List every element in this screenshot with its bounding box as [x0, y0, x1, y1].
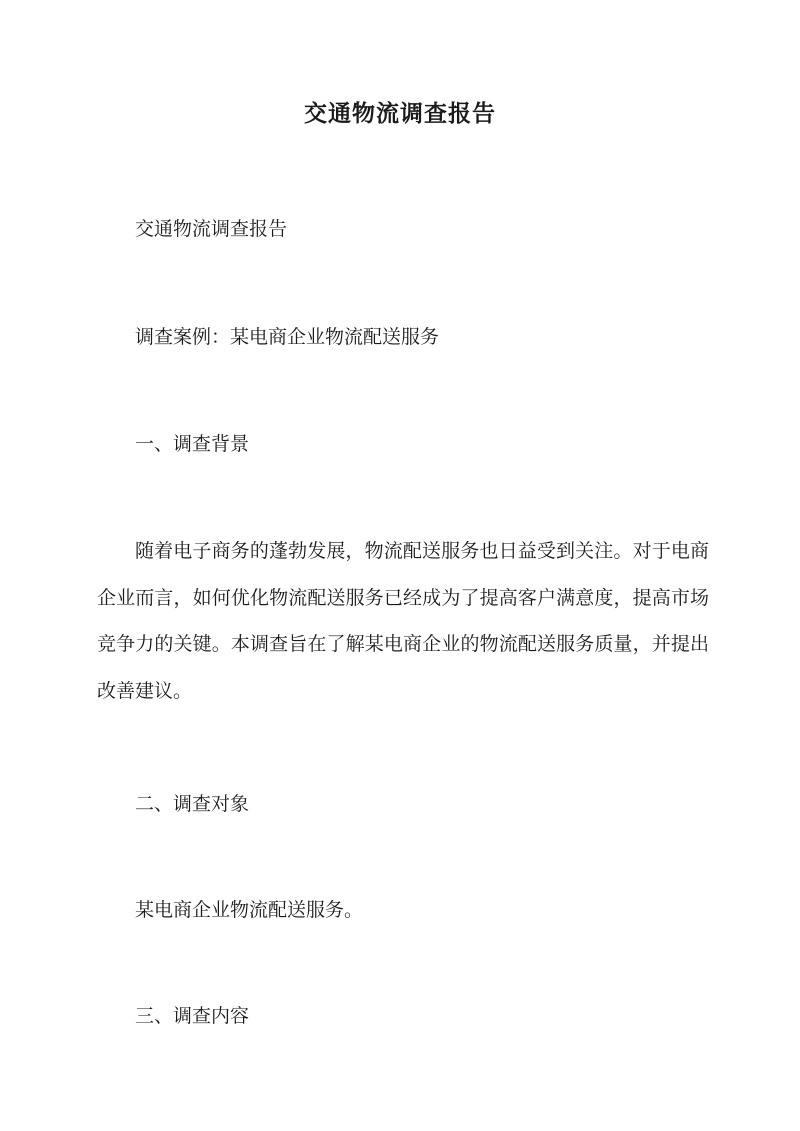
document-title: 交通物流调查报告 — [304, 100, 496, 127]
section-1-heading: 一、调查背景 — [135, 433, 250, 455]
section-3-heading: 三、调查内容 — [135, 1005, 250, 1027]
section-2-paragraph: 某电商企业物流配送服务。 — [135, 899, 364, 921]
case-line: 调查案例：某电商企业物流配送服务 — [135, 326, 440, 348]
report-subtitle: 交通物流调查报告 — [135, 218, 288, 240]
section-1-paragraph: 随着电子商务的蓬勃发展，物流配送服务也日益受到关注。对于电商企业而言，如何优化物流配送服务已经成为了提高客户满意度，提高市场竞争力的关键。本调查旨在了解某电商企业的物流配送服务质量，并提出改善建议。 — [97, 540, 709, 703]
section-2-heading: 二、调查对象 — [135, 793, 250, 815]
